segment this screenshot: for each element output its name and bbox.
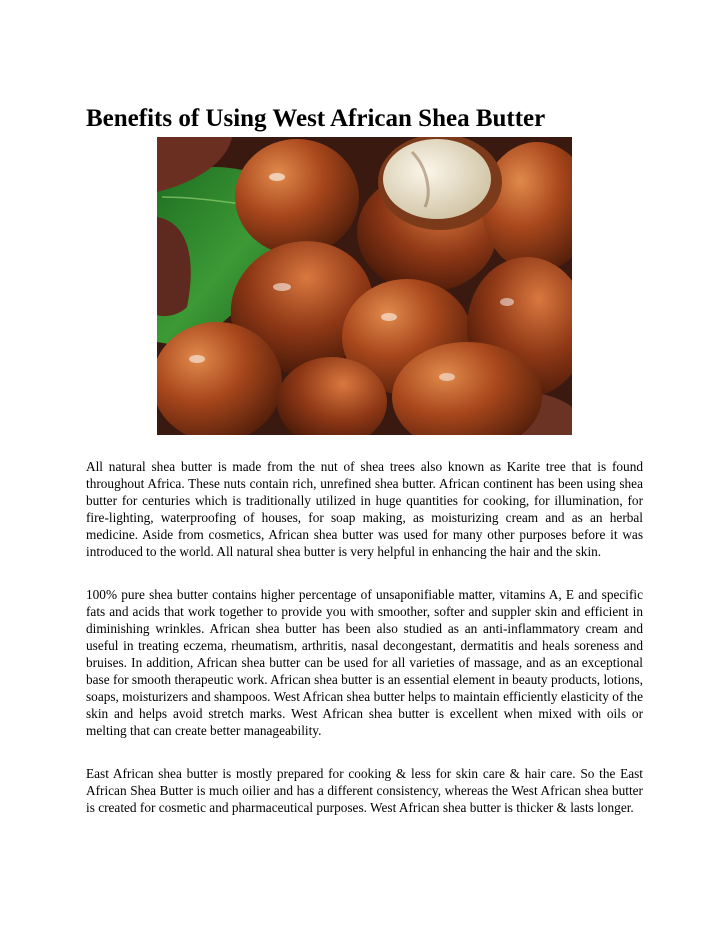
paragraph: 100% pure shea butter contains higher percentage of unsaponifiable matter, vitamins A, E and specific fats and acids that work together to provide you with smoother, softer and suppler skin and efficient in diminishing wrinkles. African shea butter has been also studied as an anti-inflammatory cream and useful in treating eczema, rheumatism, arthritis, nasal decongestant, dermatitis and heals soreness and bruises. In addition, African shea butter can be used for all varieties of massage, and as an exceptional base for smooth therapeutic work. African shea butter is an essential element in beauty products, lotions, soaps, moisturizers and shampoos. West African shea butter helps to maintain efficiently elasticity of the skin and helps avoid stretch marks. West African shea butter is excellent when mixed with oils or melting that can create better manageability. (86, 587, 643, 738)
paragraph: East African shea butter is mostly prepared for cooking & less for skin care & hair care. So the East African Shea Butter is much oilier and has a different consistency, whereas the West African shea butter is created for cosmetic and pharmaceutical purposes. West African shea butter is thicker & lasts longer. (86, 766, 643, 815)
paragraph: All natural shea butter is made from the nut of shea trees also known as Karite tree that is found throughout Africa. These nuts contain rich, unrefined shea butter. African continent has been using shea butter for centuries which is traditionally utilized in huge quantities for cooking, for illumination, for fire-lighting, waterproofing of houses, for soap making, as moisturizing cream and as an herbal medicine. Aside from cosmetics, African shea butter was used for many other purposes before it was introduced to the world. All natural shea butter is very helpful in enhancing the hair and the skin. (86, 459, 643, 559)
shea-nuts-photo (157, 137, 572, 435)
page-title: Benefits of Using West African Shea Butter (86, 104, 546, 132)
